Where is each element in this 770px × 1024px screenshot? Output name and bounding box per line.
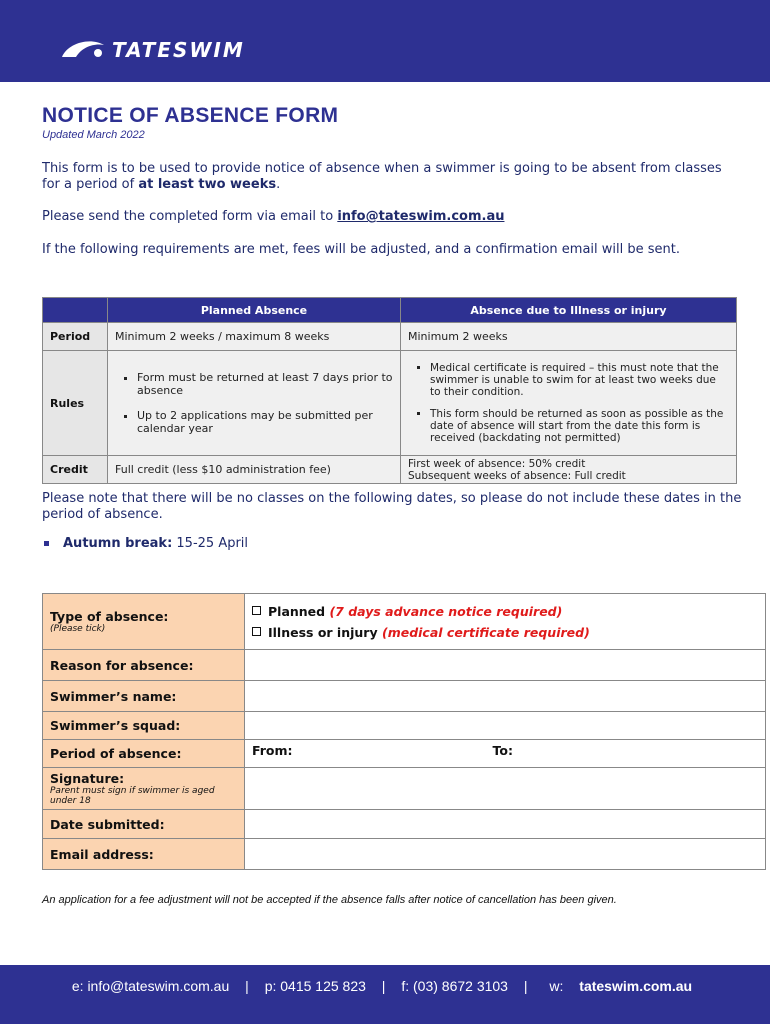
type-options-cell xyxy=(245,594,766,650)
footnote: An application for a fee adjustment will not be accepted if the absence falls after notice of cancellation has been given. xyxy=(42,894,617,906)
option-illness-note: (medical certificate required) xyxy=(381,624,590,640)
footer-web-prefix: w: xyxy=(549,978,568,994)
type-label-cell xyxy=(43,594,245,650)
list-item: ▪ This form should be returned as soon as possible as the date of absence will start from the date this form is received (backdating not permitted) xyxy=(430,408,729,444)
credit-illness xyxy=(401,456,737,484)
footer-separator: | xyxy=(523,978,528,994)
autumn-break-label: Autumn break: xyxy=(63,536,173,551)
email-link[interactable]: info@tateswim.com.au xyxy=(337,209,505,224)
table-row-period xyxy=(43,323,737,351)
option-illness[interactable] xyxy=(252,622,758,643)
please-tick-note: (Please tick) xyxy=(50,624,106,634)
row-label-credit: Credit xyxy=(43,456,108,484)
form-row-email xyxy=(43,839,766,870)
list-item: ▪ Up to 2 applications may be submitted per calendar year xyxy=(137,409,393,435)
page-footer xyxy=(0,965,770,1024)
option-planned-note: (7 days advance notice required) xyxy=(329,603,563,619)
swimmer-logo-icon xyxy=(60,39,106,61)
table-row-rules xyxy=(43,351,737,456)
table-row-credit xyxy=(43,456,737,484)
row-label-rules: Rules xyxy=(43,351,108,456)
form-row-signature xyxy=(43,768,766,810)
table-header-planned: Planned Absence xyxy=(108,298,401,323)
email-address-label: Email address: xyxy=(43,839,245,870)
footer-separator: | xyxy=(245,978,249,994)
form-row-period xyxy=(43,740,766,768)
option-planned-label: Planned xyxy=(268,603,326,619)
bullet-icon xyxy=(44,541,49,546)
option-planned[interactable] xyxy=(252,601,758,622)
reason-field[interactable] xyxy=(245,650,766,681)
email-address-field[interactable] xyxy=(245,839,766,870)
period-label: Period of absence: xyxy=(43,740,245,768)
swimmer-squad-field[interactable] xyxy=(245,712,766,740)
rules-illness xyxy=(401,351,737,456)
list-item: ▪ Medical certificate is required – this must note that the swimmer is unable to swim for at least two weeks due to their condition. xyxy=(430,362,729,398)
type-of-absence-label: Type of absence: xyxy=(50,609,169,624)
intro-paragraph-3: If the following requirements are met, fees will be adjusted, and a confirmation email will be sent. xyxy=(42,242,681,257)
updated-date: Updated March 2022 xyxy=(42,129,145,141)
brand-name: TATESWIM xyxy=(112,38,245,62)
requirements-table xyxy=(42,297,737,484)
swimmer-name-field[interactable] xyxy=(245,681,766,712)
rules-planned xyxy=(108,351,401,456)
swimmer-name-label: Swimmer’s name: xyxy=(43,681,245,712)
footer-phone: p: 0415 125 823 xyxy=(264,978,366,994)
period-illness: Minimum 2 weeks xyxy=(401,323,737,351)
checkbox-icon[interactable] xyxy=(252,627,261,636)
signature-note: Parent must sign if swimmer is aged under 18 xyxy=(50,786,215,806)
signature-field[interactable] xyxy=(245,768,766,810)
intro-paragraph-2: Please send the completed form via email to info@tateswim.com.au xyxy=(42,209,505,224)
footer-separator: | xyxy=(381,978,386,994)
date-submitted-field[interactable] xyxy=(245,810,766,839)
logo xyxy=(60,38,245,62)
footer-email: e: info@tateswim.com.au xyxy=(71,978,230,994)
signature-label: Signature: xyxy=(50,771,125,786)
row-label-period: Period xyxy=(43,323,108,351)
table-header-row xyxy=(43,298,737,323)
footer-website xyxy=(543,978,698,994)
from-label: From: xyxy=(252,743,293,758)
footer-web-link[interactable]: tateswim.com.au xyxy=(579,978,693,994)
table-header-empty xyxy=(43,298,108,323)
page-title: NOTICE OF ABSENCE FORM xyxy=(42,104,339,127)
list-item: ▪ Form must be returned at least 7 days prior to absence xyxy=(137,371,393,397)
form-row-squad xyxy=(43,712,766,740)
date-submitted-label: Date submitted: xyxy=(43,810,245,839)
table-header-illness: Absence due to Illness or injury xyxy=(401,298,737,323)
form-row-name xyxy=(43,681,766,712)
signature-label-cell xyxy=(43,768,245,810)
form-row-type xyxy=(43,594,766,650)
closure-note: Please note that there will be no classes on the following dates, so please do not include these dates in the period of absence. xyxy=(42,491,742,522)
absence-form xyxy=(42,593,766,870)
to-label: To: xyxy=(492,743,513,758)
period-planned: Minimum 2 weeks / maximum 8 weeks xyxy=(108,323,401,351)
reason-label: Reason for absence: xyxy=(43,650,245,681)
option-illness-label: Illness or injury xyxy=(268,624,378,640)
checkbox-icon[interactable] xyxy=(252,606,261,615)
credit-illness-subsequent: Subsequent weeks of absence: Full credit xyxy=(408,469,626,482)
form-row-date xyxy=(43,810,766,839)
swimmer-squad-label: Swimmer’s squad: xyxy=(43,712,245,740)
autumn-break-item xyxy=(44,536,248,551)
page-header xyxy=(0,0,770,82)
form-row-reason xyxy=(43,650,766,681)
autumn-break-dates: 15-25 April xyxy=(176,536,249,551)
credit-planned: Full credit (less $10 administration fee) xyxy=(108,456,401,484)
footer-fax: f: (03) 8672 3103 xyxy=(401,978,508,994)
intro-paragraph-1: This form is to be used to provide notice of absence when a swimmer is going to be absent from classes for a period of at least two weeks. xyxy=(42,161,722,192)
credit-illness-first: First week of absence: 50% credit xyxy=(408,457,586,470)
period-field[interactable] xyxy=(245,740,766,768)
